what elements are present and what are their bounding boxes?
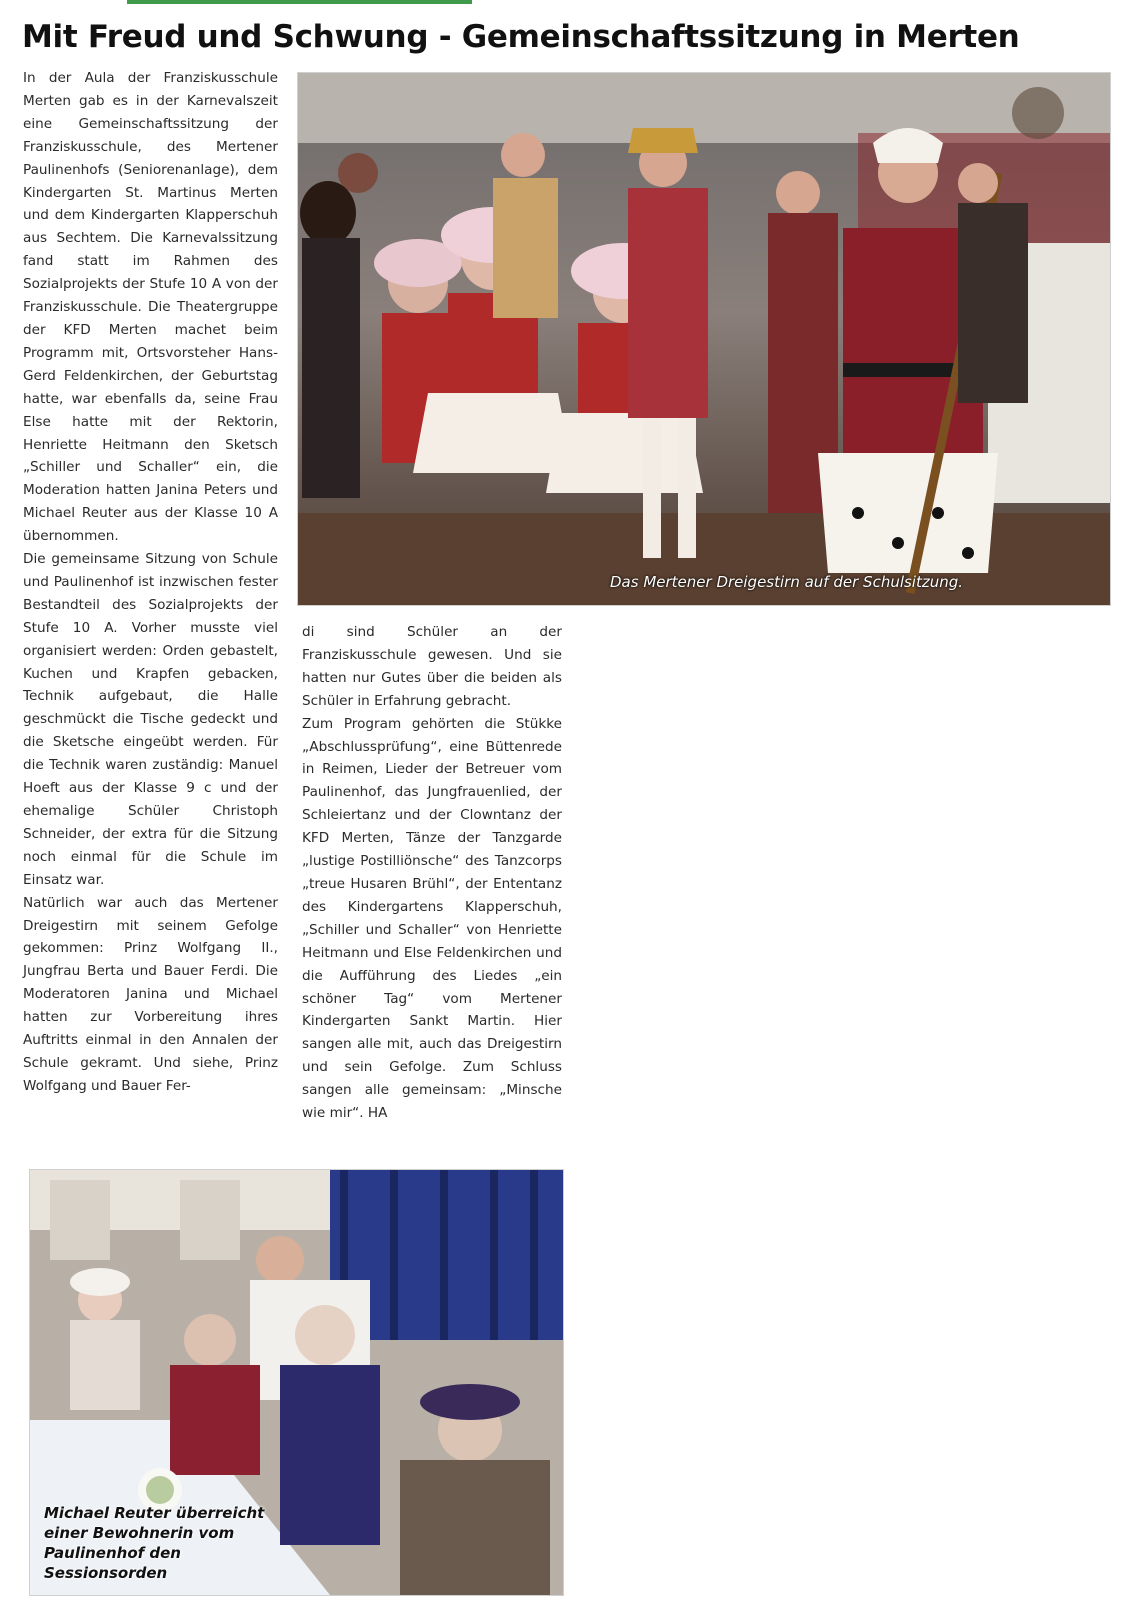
- article-column-2: [302, 621, 562, 1125]
- header-accent-bar: [127, 0, 472, 4]
- article-column-1: [23, 67, 278, 1098]
- article-paragraph: Natürlich war auch das Mertener Dreigestirn mit seinem Gefolge gekommen: Prinz Wolfgang II., Jungfrau Berta und Bauer Ferdi. Die Moderatoren Janina und Michael hatten zur Vorbereitung ihres Auftritts einmal in den Annalen der Schule gekramt. Und siehe, Prinz Wolfgang und Bauer Fer-: [23, 894, 278, 1094]
- article-headline: Mit Freud und Schwung - Gemeinschaftssitzung in Merten: [22, 19, 1020, 55]
- photo-dreigestirn: [298, 73, 1110, 605]
- photo-sessionsorden: [30, 1170, 563, 1595]
- article-paragraph: Die gemeinsame Sitzung von Schule und Paulinenhof ist inzwischen fester Bestandteil des Sozialprojekts der Stufe 10 A. Vorher musste viel organisiert werden: Orden gebastelt, Kuchen und Krapfen gebacken, Technik aufgebaut, die Halle geschmückt die Tische gedeckt und die Sketsche eingeübt werden. Für die Technik waren zuständig: Manuel Hoeft aus der Klasse 9 c und der ehemalige Schüler Christoph Schneider, der extra für die Sitzung noch einmal für die Schule im Einsatz war.: [23, 551, 278, 888]
- article-paragraph: In der Aula der Franziskusschule Merten gab es in der Karnevalszeit eine Gemeinschaftssitzung der Franziskusschule, des Mertener Paulinenhofs (Seniorenanlage), dem Kindergarten St. Martinus Merten und dem Kindergarten Klapperschuh aus Sechtem. Die Karnevalssitzung fand statt im Rahmen des Sozialprojekts der Stufe 10 A von der Franziskusschule. Die Theatergruppe der KFD Merten machet beim Programm mit, Ortsvorsteher Hans-Gerd Feldenkirchen, der Geburtstag hatte, war ebenfalls da, seine Frau Else hatte mit der Rektorin, Henriette Heitmann den Sketsch „Schiller und Schaller“ ein, die Moderation hatten Janina Peters und Michael Reuter aus der Klasse 10 A übernommen.: [23, 70, 278, 545]
- article-paragraph: di sind Schüler an der Franziskusschule gewesen. Und sie hatten nur Gutes über die beiden als Schüler in Erfahrung gebracht.: [302, 624, 562, 709]
- photo-dreigestirn-image: [298, 73, 1110, 605]
- photo-caption: Das Mertener Dreigestirn auf der Schulsitzung.: [610, 573, 964, 591]
- photo-caption: Michael Reuter überreicht einer Bewohnerin vom Paulinenhof den Sessionsorden: [44, 1504, 265, 1582]
- article-paragraph: Zum Program gehörten die Stükke „Abschlussprüfung“, eine Büttenrede in Reimen, Lieder der Betreuer vom Paulinenhof, das Jungfrauenlied, der Schleiertanz und der Clowntanz der KFD Merten, Tänze der Tanzgarde „lustige Postilliönsche“ des Tanzcorps „treue Husaren Brühl“, der Ententanz des Kindergartens Klapperschuh, „Schiller und Schaller“ von Henriette Heitmann und Else Feldenkirchen und die Aufführung des Liedes „ein schöner Tag“ vom Mertener Kindergarten Sankt Martin. Hier sangen alle mit, auch das Dreigestirn und sein Gefolge. Zum Schluss sangen alle gemeinsam: „Minsche wie mir“. HA: [302, 715, 562, 1122]
